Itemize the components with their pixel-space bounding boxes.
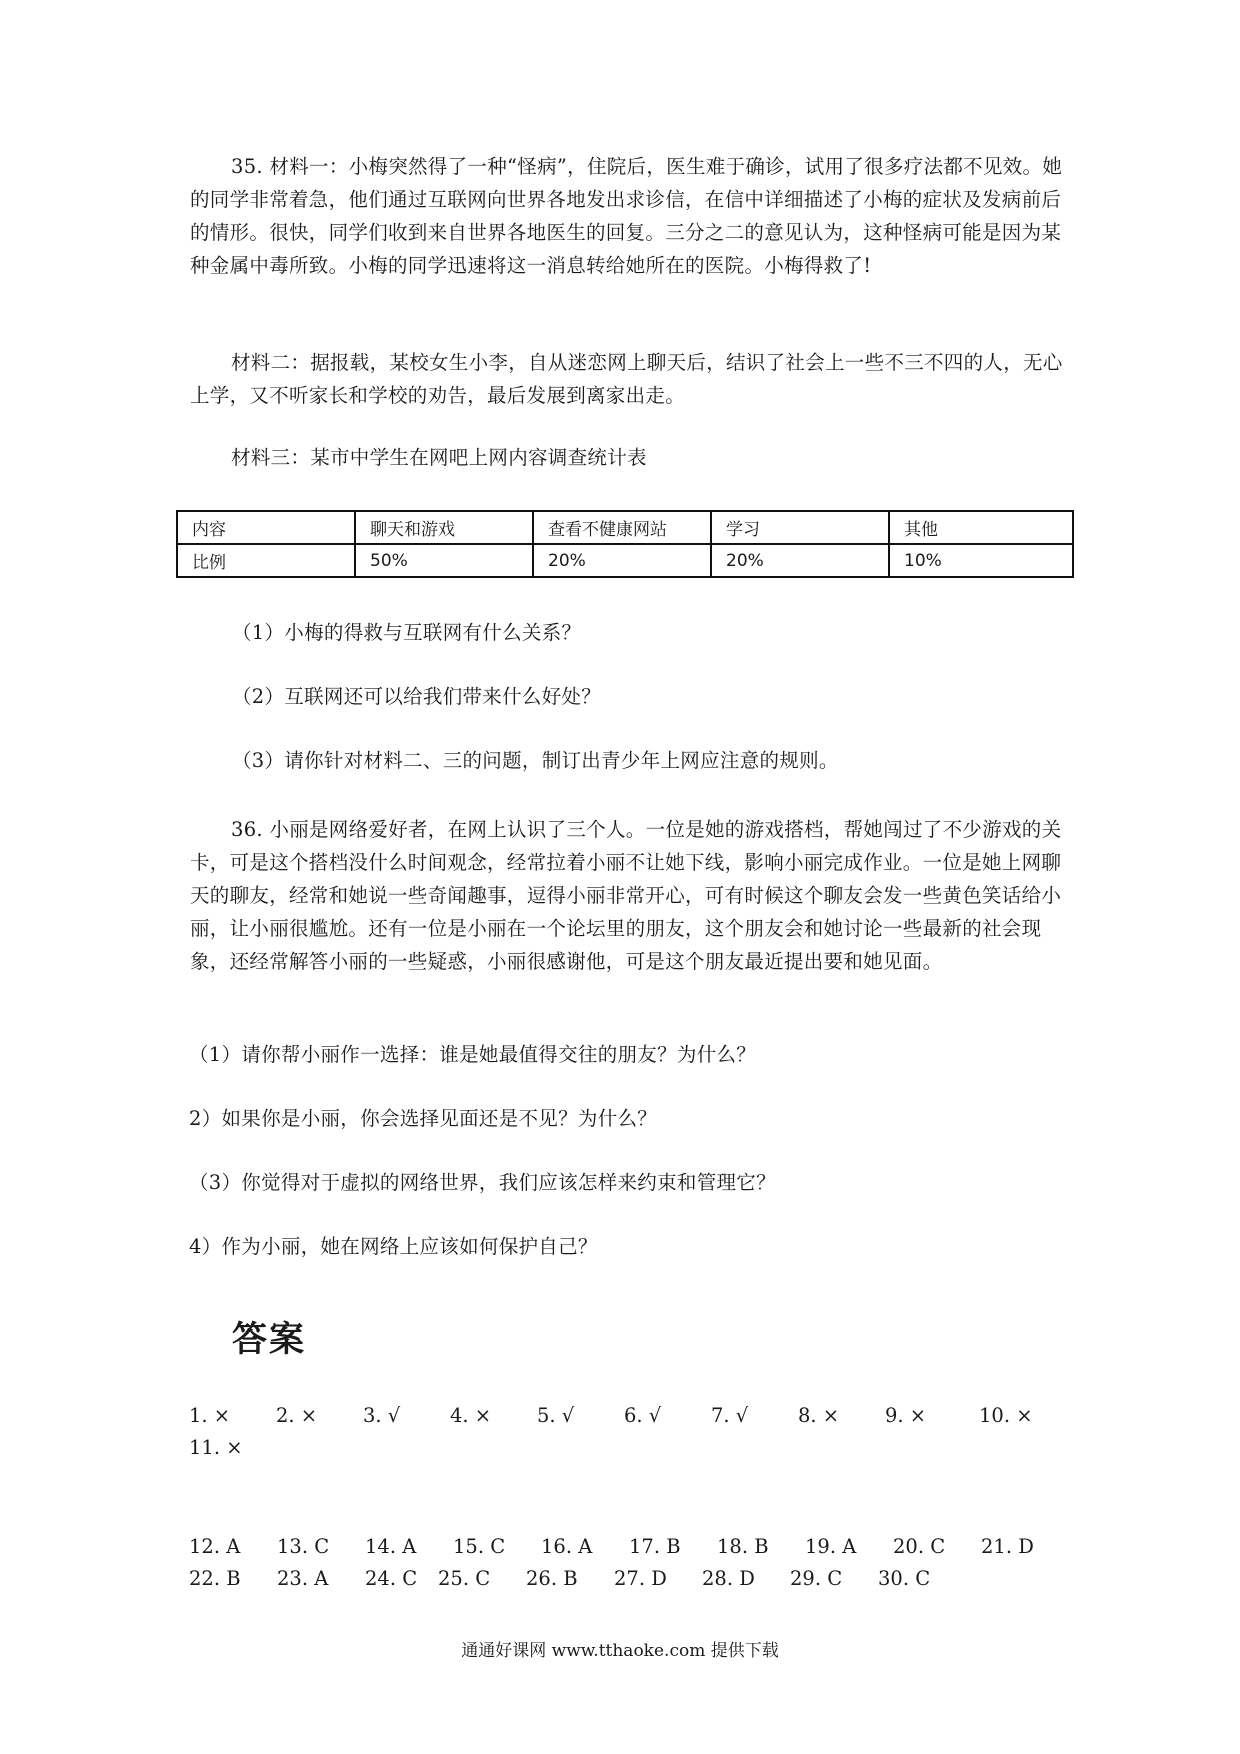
answer-item: 6. √ — [624, 1404, 662, 1427]
table-cell: 内容 — [177, 511, 355, 544]
q36-question-3: （3）你觉得对于虚拟的网络世界，我们应该怎样来约束和管理它？ — [189, 1171, 776, 1194]
answer-item: 21. D — [981, 1535, 1034, 1558]
answer-item: 1. × — [189, 1404, 231, 1427]
answers-heading: 答案 — [232, 1320, 307, 1360]
answer-item: 28. D — [702, 1567, 755, 1590]
table-cell: 聊天和游戏 — [355, 511, 533, 544]
table-cell: 20% — [711, 544, 889, 577]
answer-item: 19. A — [805, 1535, 857, 1558]
table-row — [177, 544, 1073, 577]
answer-item: 25. C — [438, 1567, 491, 1590]
answer-item: 2. × — [276, 1404, 318, 1427]
answer-item: 26. B — [526, 1567, 578, 1590]
answer-item: 16. A — [541, 1535, 593, 1558]
answer-item: 13. C — [277, 1535, 330, 1558]
answer-item: 20. C — [893, 1535, 946, 1558]
answer-item: 23. A — [277, 1567, 329, 1590]
table-cell: 学习 — [711, 511, 889, 544]
q36-question-1: （1）请你帮小丽作一选择：谁是她最值得交往的朋友？为什么？ — [189, 1043, 757, 1066]
table-cell: 查看不健康网站 — [533, 511, 711, 544]
answer-item: 29. C — [790, 1567, 843, 1590]
answer-item: 8. × — [798, 1404, 840, 1427]
q36-text: 36. 小丽是网络爱好者，在网上认识了三个人。一位是她的游戏搭档，帮她闯过了不少游戏的关卡，可是这个搭档没什么时间观念，经常拉着小丽不让她下线，影响小丽完成作业。一位是她上网聊天的聊友，经常和她说一些奇闻趣事，逗得小丽非常开心，可有时候这个聊友会发一些黄色笑话给小丽，让小丽很尴尬。还有一位是小丽在一个论坛里的朋友，这个朋友会和她讨论一些最新的社会现象，还经常解答小丽的一些疑惑，小丽很感谢他，可是这个朋友最近提出要和她见面。 — [190, 818, 1062, 973]
answer-item: 30. C — [878, 1567, 931, 1590]
answer-item: 14. A — [365, 1535, 417, 1558]
answer-item: 10. × — [979, 1404, 1033, 1427]
answer-item: 4. × — [450, 1404, 492, 1427]
answer-item: 17. B — [629, 1535, 681, 1558]
q36-question-4: 4）作为小丽，她在网络上应该如何保护自己？ — [189, 1235, 598, 1258]
table-cell: 比例 — [177, 544, 355, 577]
q35-question-2: （2）互联网还可以给我们带来什么好处？ — [232, 685, 602, 708]
answer-item: 11. × — [189, 1436, 243, 1459]
answer-item: 15. C — [453, 1535, 506, 1558]
q35-question-3: （3）请你针对材料二、三的问题，制订出青少年上网应注意的规则。 — [232, 749, 839, 772]
answer-item: 22. B — [189, 1567, 241, 1590]
table-cell: 20% — [533, 544, 711, 577]
answer-item: 27. D — [614, 1567, 667, 1590]
answer-item: 18. B — [717, 1535, 769, 1558]
page-footer: 通通好课网 www.tthaoke.com 提供下载 — [461, 1641, 779, 1661]
answer-item: 24. C — [365, 1567, 418, 1590]
answer-item: 12. A — [189, 1535, 241, 1558]
answer-item: 5. √ — [537, 1404, 575, 1427]
answer-item: 9. × — [885, 1404, 927, 1427]
q35-material1: 35. 材料一：小梅突然得了一种“怪病”，住院后，医生难于确诊，试用了很多疗法都不见效。她的同学非常着急，他们通过互联网向世界各地发出求诊信，在信中详细描述了小梅的症状及发病前后的情形。很快，同学们收到来自世界各地医生的回复。三分之二的意见认为，这种怪病可能是因为某种金属中毒所致。小梅的同学迅速将这一消息转给她所在的医院。小梅得救了! — [190, 155, 1063, 277]
q35-material2: 材料二：据报载，某校女生小李，自从迷恋网上聊天后，结识了社会上一些不三不四的人，无心上学，又不听家长和学校的劝告，最后发展到离家出走。 — [190, 351, 1063, 407]
answer-item: 7. √ — [711, 1404, 749, 1427]
table-cell: 10% — [889, 544, 1073, 577]
q35-material3-title: 材料三：某市中学生在网吧上网内容调查统计表 — [231, 446, 647, 469]
answer-item: 3. √ — [363, 1404, 401, 1427]
q35-question-1: （1）小梅的得救与互联网有什么关系？ — [232, 621, 582, 644]
survey-table — [176, 510, 1074, 578]
table-cell: 50% — [355, 544, 533, 577]
table-cell: 其他 — [889, 511, 1073, 544]
q36-question-2: 2）如果你是小丽，你会选择见面还是不见？为什么？ — [189, 1107, 658, 1130]
table-header-row — [177, 511, 1073, 544]
